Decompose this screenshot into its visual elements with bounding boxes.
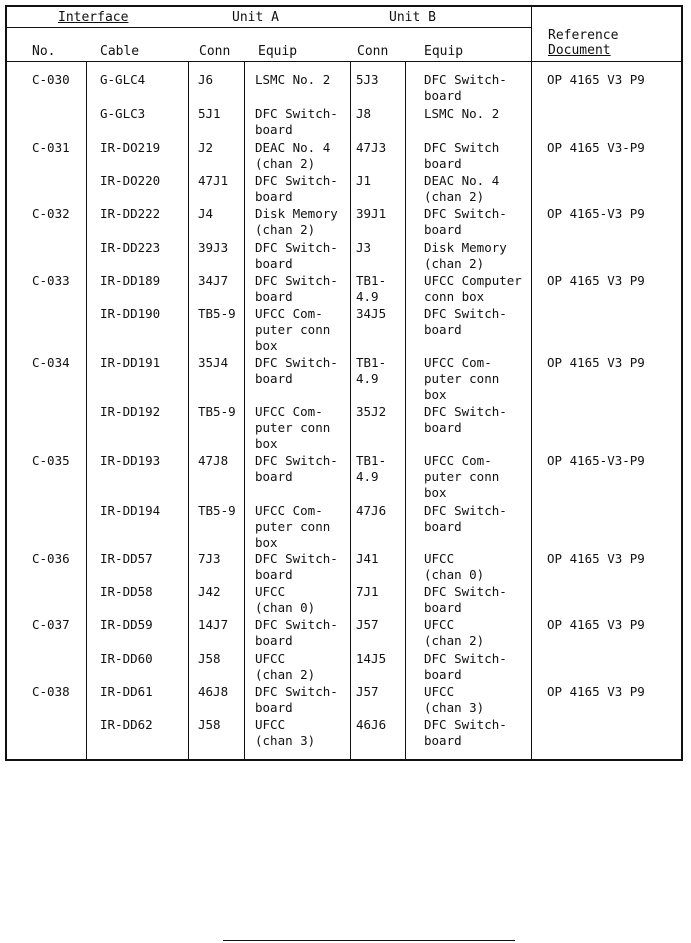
column-rule-conn-b (405, 61, 406, 761)
cell-cable: IR-DD193 (100, 453, 161, 468)
footer-rule (223, 940, 515, 941)
cell-equip-b: UFCC (chan 3) (424, 684, 485, 715)
header-unit-a: Unit A (232, 10, 279, 25)
cell-conn-b: 5J3 (356, 72, 379, 87)
cell-cable: IR-DD62 (100, 717, 153, 732)
cell-conn-b: J57 (356, 617, 379, 632)
cell-ref: OP 4165 V3 P9 (547, 684, 645, 699)
cell-equip-b: DFC Switch- board (424, 206, 507, 237)
cell-equip-a: UFCC Com- puter conn box (255, 503, 331, 550)
cell-conn-b: TB1- 4.9 (356, 355, 387, 386)
cell-ref: OP 4165 V3 P9 (547, 273, 645, 288)
header-divider-upper (5, 27, 531, 28)
cell-cable: IR-DD222 (100, 206, 161, 221)
cell-equip-b: UFCC Com- puter conn box (424, 453, 500, 500)
cell-equip-a: DFC Switch- board (255, 684, 338, 715)
cell-conn-b: 34J5 (356, 306, 387, 321)
header-reference-document (548, 28, 618, 58)
cell-conn-a: J6 (198, 72, 214, 87)
cell-conn-a: 7J3 (198, 551, 221, 566)
cell-equip-b: DFC Switch- board (424, 306, 507, 337)
cell-conn-a: 14J7 (198, 617, 229, 632)
cell-conn-a: 46J8 (198, 684, 229, 699)
cell-ref: OP 4165 V3-P9 (547, 140, 645, 155)
cell-cable: IR-DD189 (100, 273, 161, 288)
cell-conn-a: 35J4 (198, 355, 229, 370)
header-equip-b: Equip (424, 44, 464, 59)
cell-conn-a: 47J1 (198, 173, 229, 188)
header-interface: Interface (58, 10, 129, 25)
cell-cable: IR-DD61 (100, 684, 153, 699)
header-divider-lower (5, 61, 683, 62)
cell-conn-b: J57 (356, 684, 379, 699)
cell-equip-b: UFCC (chan 2) (424, 617, 485, 648)
cell-conn-b: J41 (356, 551, 379, 566)
cell-ref: OP 4165-V3-P9 (547, 453, 645, 468)
cell-no: C-034 (32, 355, 70, 370)
cell-conn-b: J3 (356, 240, 372, 255)
cell-equip-a: DFC Switch- board (255, 355, 338, 386)
cell-conn-b: 39J1 (356, 206, 387, 221)
cell-conn-b: 14J5 (356, 651, 387, 666)
cell-equip-b: DFC Switch board (424, 140, 500, 171)
cell-ref: OP 4165-V3 P9 (547, 206, 645, 221)
cell-equip-b: DFC Switch- board (424, 404, 507, 435)
cell-equip-a: DFC Switch- board (255, 551, 338, 582)
cell-cable: G-GLC4 (100, 72, 146, 87)
cell-equip-a: UFCC (chan 2) (255, 651, 316, 682)
cell-conn-a: 34J7 (198, 273, 229, 288)
cell-equip-a: DFC Switch- board (255, 617, 338, 648)
cell-equip-a: UFCC Com- puter conn box (255, 404, 331, 451)
column-rule-cable (188, 61, 189, 761)
cell-equip-b: UFCC Com- puter conn box (424, 355, 500, 402)
cell-cable: IR-DD58 (100, 584, 153, 599)
cell-equip-b: DFC Switch- board (424, 72, 507, 103)
cell-equip-b: LSMC No. 2 (424, 106, 500, 121)
cell-cable: IR-DD223 (100, 240, 161, 255)
cell-conn-a: 39J3 (198, 240, 229, 255)
cell-cable: IR-DD59 (100, 617, 153, 632)
cell-conn-b: 35J2 (356, 404, 387, 419)
cell-conn-a: 5J1 (198, 106, 221, 121)
cell-conn-b: 46J6 (356, 717, 387, 732)
column-rule-conn-a (244, 61, 245, 761)
cell-equip-b: Disk Memory (chan 2) (424, 240, 507, 271)
cell-equip-b: DFC Switch- board (424, 651, 507, 682)
cell-equip-a: UFCC Com- puter conn box (255, 306, 331, 353)
cell-conn-a: 47J8 (198, 453, 229, 468)
column-rule-equip-b (531, 5, 532, 761)
cell-conn-b: J1 (356, 173, 372, 188)
cell-equip-a: Disk Memory (chan 2) (255, 206, 338, 237)
column-rule-equip-a (350, 61, 351, 761)
header-reference-line1: Reference (548, 28, 619, 43)
column-rule-no (86, 61, 87, 761)
header-reference-line2: Document (548, 43, 611, 58)
header-unit-b: Unit B (389, 10, 436, 25)
cell-equip-b: DEAC No. 4 (chan 2) (424, 173, 500, 204)
cell-no: C-037 (32, 617, 70, 632)
cell-equip-a: DEAC No. 4 (chan 2) (255, 140, 331, 171)
cell-ref: OP 4165 V3 P9 (547, 551, 645, 566)
cell-no: C-032 (32, 206, 70, 221)
cell-no: C-038 (32, 684, 70, 699)
cell-conn-b: J8 (356, 106, 372, 121)
cell-no: C-036 (32, 551, 70, 566)
cell-ref: OP 4165 V3 P9 (547, 355, 645, 370)
cell-equip-a: UFCC (chan 0) (255, 584, 316, 615)
header-conn-a: Conn (199, 44, 231, 59)
cell-cable: IR-DD57 (100, 551, 153, 566)
cell-conn-a: J4 (198, 206, 214, 221)
cell-equip-b: DFC Switch- board (424, 717, 507, 748)
cell-conn-a: J58 (198, 717, 221, 732)
cell-conn-a: J42 (198, 584, 221, 599)
header-cable: Cable (100, 44, 140, 59)
cell-cable: IR-DD191 (100, 355, 161, 370)
cell-cable: IR-DO220 (100, 173, 161, 188)
cell-equip-a: DFC Switch- board (255, 273, 338, 304)
cell-conn-b: 7J1 (356, 584, 379, 599)
cell-no: C-031 (32, 140, 70, 155)
cell-equip-a: LSMC No. 2 (255, 72, 331, 87)
cell-equip-b: UFCC Computer conn box (424, 273, 522, 304)
cell-cable: IR-DD190 (100, 306, 161, 321)
cell-conn-b: 47J6 (356, 503, 387, 518)
cell-conn-a: TB5-9 (198, 503, 236, 518)
cell-equip-a: DFC Switch- board (255, 240, 338, 271)
cell-no: C-033 (32, 273, 70, 288)
cell-conn-a: TB5-9 (198, 404, 236, 419)
cell-conn-b: 47J3 (356, 140, 387, 155)
cell-ref: OP 4165 V3 P9 (547, 72, 645, 87)
cell-conn-b: TB1- 4.9 (356, 273, 387, 304)
cell-equip-b: DFC Switch- board (424, 503, 507, 534)
cell-cable: IR-DD192 (100, 404, 161, 419)
header-equip-a: Equip (258, 44, 298, 59)
cell-equip-a: DFC Switch- board (255, 106, 338, 137)
cell-conn-b: TB1- 4.9 (356, 453, 387, 484)
cell-equip-a: DFC Switch- board (255, 173, 338, 204)
cell-conn-a: TB5-9 (198, 306, 236, 321)
cell-cable: IR-DD60 (100, 651, 153, 666)
cell-cable: IR-DO219 (100, 140, 161, 155)
cell-ref: OP 4165 V3 P9 (547, 617, 645, 632)
cell-cable: IR-DD194 (100, 503, 161, 518)
cell-conn-a: J58 (198, 651, 221, 666)
header-no: No. (32, 44, 56, 59)
cell-no: C-030 (32, 72, 70, 87)
cell-cable: G-GLC3 (100, 106, 146, 121)
cell-equip-b: UFCC (chan 0) (424, 551, 485, 582)
cell-no: C-035 (32, 453, 70, 468)
header-conn-b: Conn (357, 44, 389, 59)
cell-conn-a: J2 (198, 140, 214, 155)
cell-equip-a: UFCC (chan 3) (255, 717, 316, 748)
cell-equip-b: DFC Switch- board (424, 584, 507, 615)
cell-equip-a: DFC Switch- board (255, 453, 338, 484)
